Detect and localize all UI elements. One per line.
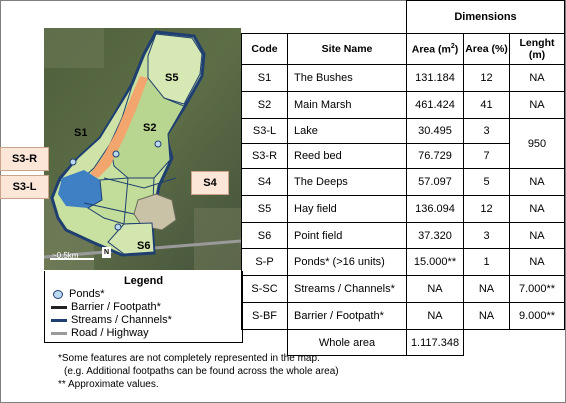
legend-title: Legend — [123, 275, 164, 287]
header-area-pct: Area (%) — [464, 34, 510, 65]
header-area-m2: Area $(m^2)$ — [407, 34, 464, 65]
legend-item-ponds — [51, 288, 104, 300]
table-row: S3-R Reed bed 76.729 7 — [242, 144, 565, 169]
label-s2: S2 — [143, 122, 157, 134]
pond — [113, 151, 119, 157]
whole-area-label: Whole area — [288, 330, 407, 356]
dimensions-table — [241, 0, 565, 356]
table-row: S-P Ponds* (>16 units) 15.000** 1 NA — [242, 249, 565, 276]
legend-item-road — [51, 327, 149, 339]
pond — [70, 159, 76, 165]
pond — [115, 224, 121, 230]
pond — [155, 141, 161, 147]
whole-area-value: 1.117.348 — [407, 330, 464, 356]
header-length: Lenght (m) — [510, 34, 565, 65]
table-row: S3-L Lake 30.495 3 950 — [242, 119, 565, 144]
stream-line-icon — [51, 319, 67, 322]
callout-s4: S4 — [191, 171, 229, 195]
pond-icon — [53, 290, 63, 299]
table-row: S6 Point field 37.320 3 NA — [242, 223, 565, 249]
legend-item-barrier — [51, 301, 161, 313]
table-row: S5 Hay field 136.094 12 NA — [242, 196, 565, 223]
header-site-name: Site Name — [288, 34, 407, 65]
legend — [44, 271, 243, 343]
legend-label: Ponds* — [69, 288, 105, 300]
site-map — [44, 28, 241, 270]
label-s6: S6 — [137, 240, 151, 252]
legend-item-streams — [51, 314, 172, 326]
legend-label: Streams / Channels* — [71, 314, 172, 326]
map-graphic — [44, 28, 241, 270]
scale-label: ~0.5km — [52, 251, 79, 260]
footnote-2: (e.g. Additional footpaths can be found across the whole area) — [64, 366, 339, 377]
table-row: S1 The Bushes 131.184 12 NA — [242, 65, 565, 92]
legend-label: Barrier / Footpath* — [71, 301, 161, 313]
label-s1: S1 — [74, 127, 88, 139]
barrier-line-icon — [51, 306, 67, 309]
table-row: S2 Main Marsh 461.424 41 NA — [242, 92, 565, 119]
footnotes — [58, 352, 339, 391]
dimensions-header: Dimensions — [407, 1, 565, 34]
legend-label: Road / Highway — [71, 327, 149, 339]
table-row: S-BF Barrier / Footpath* NA NA 9.000** — [242, 303, 565, 330]
table-row: S4 The Deeps 57.097 5 NA — [242, 169, 565, 196]
footnote-1: *Some features are not completely represented in the map. — [58, 353, 320, 364]
table-row: S-SC Streams / Channels* NA NA 7.000** — [242, 276, 565, 303]
north-arrow-icon: N — [103, 249, 110, 256]
callout-s3l: S3-L — [0, 175, 49, 199]
road-line-icon — [51, 332, 67, 335]
label-s5: S5 — [165, 72, 179, 84]
header-code: Code — [242, 34, 288, 65]
callout-s3r: S3-R — [0, 147, 49, 171]
footnote-3: ** Approximate values. — [58, 379, 159, 390]
length-merged-cell: 950 — [510, 119, 565, 169]
